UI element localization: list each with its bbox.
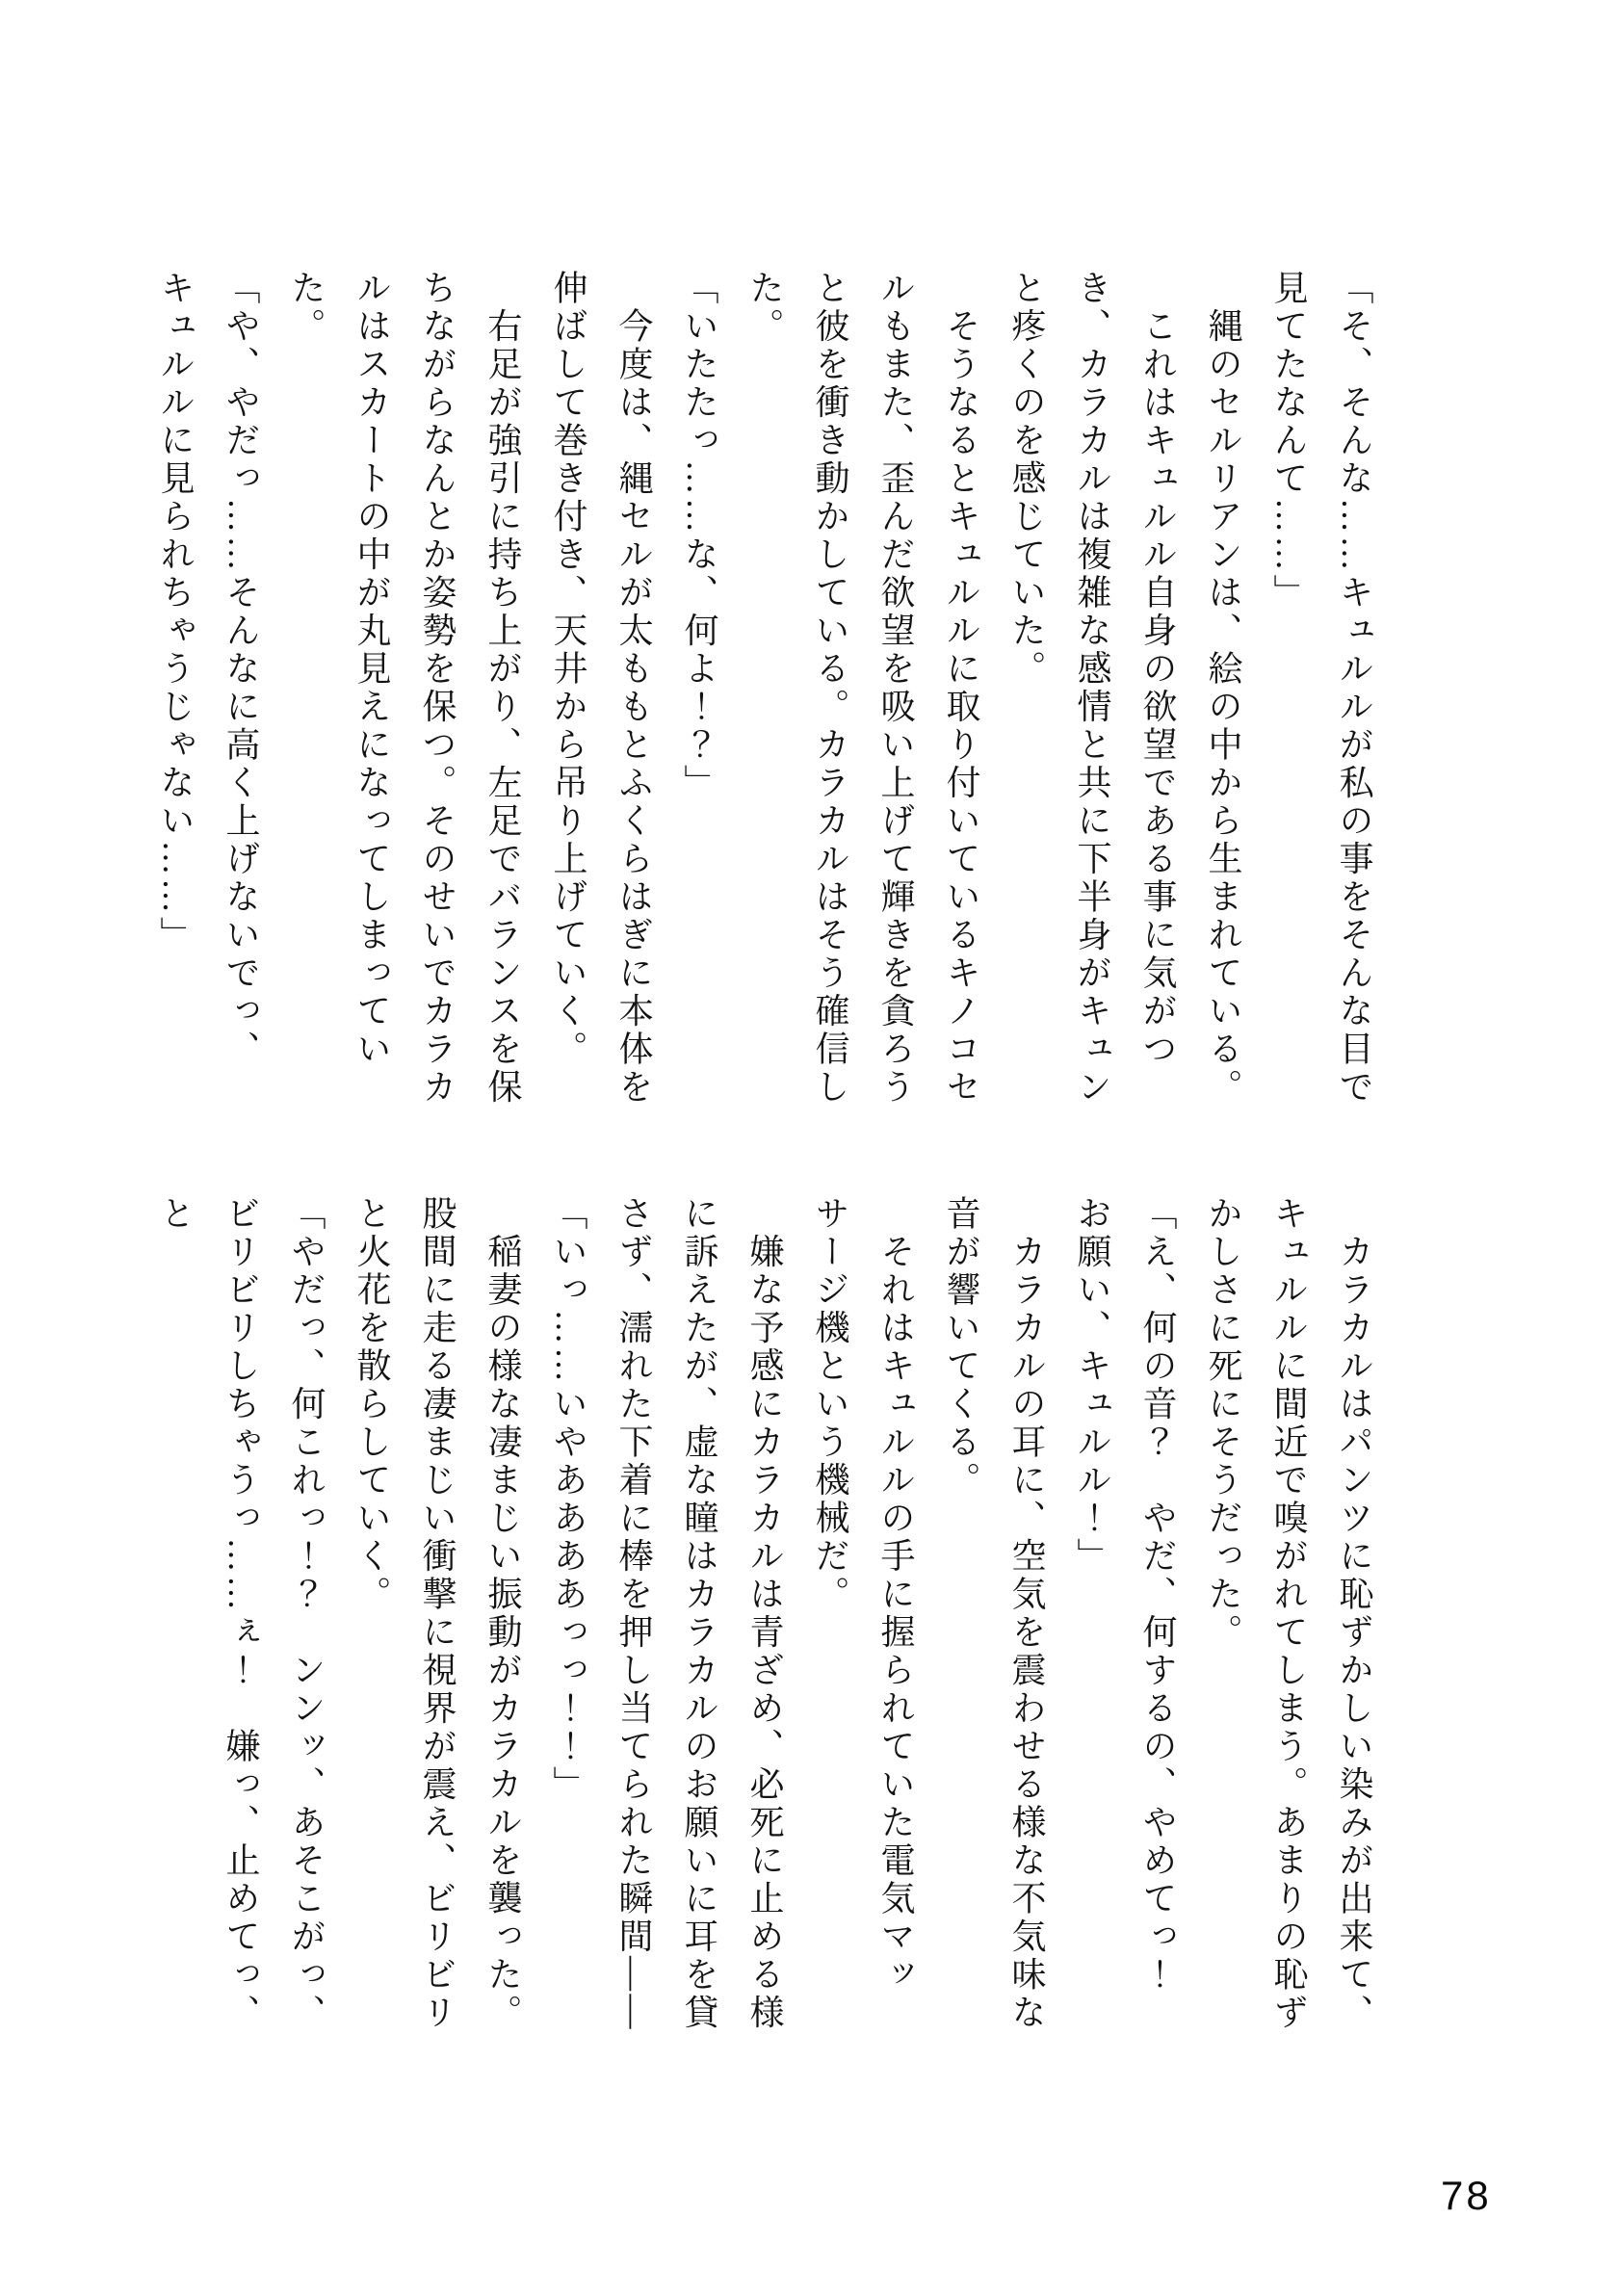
paragraph-dialogue: 「え、何の音？ やだ、何するの、やめてっ！ お願い、キュルル！」 — [1073, 1195, 1177, 2032]
paragraph: それはキュルルの手に握られていた電気マッサージ機という機械だ。 — [811, 1195, 915, 1995]
paragraph-dialogue: 「そ、そんな……キュルルが私の事をそんな目で見てたなんて……」 — [1269, 270, 1373, 1107]
paragraph: カラカルはパンツに恥ずかしい染みが出来て、キュルルに間近で嗅がれてしまう。あまりの恥ずかしさに死にそうだった。 — [1204, 1195, 1373, 2032]
paragraph: 縄のセルリアンは、絵の中から生まれている。 — [1204, 270, 1242, 1107]
text-block-top — [143, 270, 1387, 1108]
paragraph: そうなるとキュルルに取り付いているキノコセルもまた、歪んだ欲望を吸い上げて輝きを貪ろうと彼を衝き動かしている。カラカルはそう確信した。 — [745, 270, 980, 1107]
page-number: 78 — [1441, 2173, 1492, 2218]
paragraph: 今度は、縄セルが太ももとふくらはぎに本体を伸ばして巻き付き、天井から吊り上げていく。 — [549, 270, 653, 1107]
paragraph: カラカルの耳に、空気を震わせる様な不気味な音が響いてくる。 — [942, 1195, 1046, 2032]
paragraph: 稲妻の様な凄まじい振動がカラカルを襲った。股間に走る凄まじい衝撃に視界が震え、ビリビリと火花を散らしていく。 — [352, 1195, 522, 2032]
paragraph: 右足が強引に持ち上がり、左足でバランスを保ちながらなんとか姿勢を保つ。そのせいでカラカルはスカートの中が丸見えになってしまっていた。 — [287, 270, 522, 1107]
paragraph: 嫌な予感にカラカルは青ざめ、必死に止める様に訴えたが、虚な瞳はカラカルのお願いに耳を貸さず、濡れた下着に棒を押し当てられた瞬間―― — [614, 1195, 784, 2032]
paragraph-dialogue: 「やだっ、何これっ！？ ンンッ、あそこがっ、ビリビリしちゃうっ……ぇ！ 嫌っ、止めてっ、と — [156, 1195, 326, 2032]
paragraph: これはキュルル自身の欲望である事に気がつき、カラカルは複雑な感情と共に下半身がキュンと疼くのを感じていた。 — [1007, 270, 1177, 1107]
paragraph-dialogue: 「いっ……いやああああっっ！！」 — [549, 1195, 587, 1804]
paragraph-dialogue: 「いたたっ……な、何よ！？」 — [680, 270, 718, 802]
text-block-bottom — [143, 1195, 1387, 2033]
paragraph-dialogue: 「や、やだっ……そんなに高く上げないでっ、キュルルに見られちゃうじゃない……」 — [156, 270, 260, 1069]
